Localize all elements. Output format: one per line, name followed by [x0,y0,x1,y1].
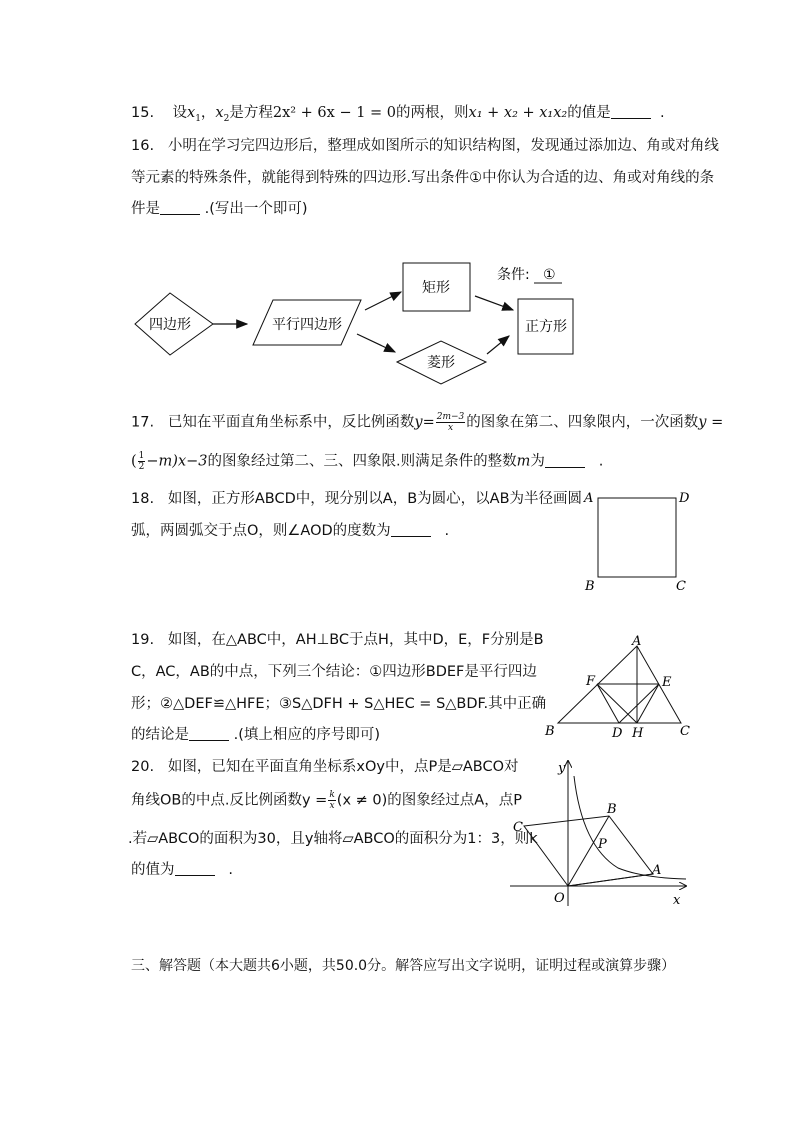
q19-number: 19. [131,632,155,648]
q16-line3: 件是 .(写出一个即可) [131,201,308,217]
q19-line3: 形；②△DEF≌△HFE；③S△DFH + S△HEC = S△BDF.其中正确 [131,696,547,712]
q15-text-a: 设 [172,105,187,121]
q15-equation: 2x² + 6x − 1 = 0 [272,105,397,121]
q20-line1: 20. 如图，已知在平面直角坐标系xOy中，点P是▱ABCO对 [131,759,519,775]
label-C: C [676,579,686,594]
q19-triangle-figure [540,632,700,742]
q17-line2: ( $\frac{1}{2}$ −m)x−3的图象经过第二、三、四象限.则满足条件的整数m为 . [131,451,604,472]
condition-value: ① [543,267,556,283]
node4-label: 菱形 [427,355,455,371]
label-C: C [680,724,690,739]
q15-line: 15. 设$x_1$，$x_2$是方程2x² + 6x − 1 = 0的两根，则x₁ + x₂ + x₁x₂的值是 . [131,105,665,124]
node3-label: 矩形 [422,280,450,296]
q20-line4: 的值为 . [131,862,233,878]
q20-line3: .若▱ABCO的面积为30，且y轴将▱ABCO的面积分为1：3，则k [128,831,538,847]
q18-square-figure [578,486,698,596]
answer-blank [611,104,651,119]
section-three-heading: 三、解答题（本大题共6小题，共50.0分。解答应写出文字说明，证明过程或演算步骤） [131,958,676,974]
label-P: P [598,837,607,852]
label-x: x [673,893,681,908]
q16-number: 16. [131,138,155,154]
q19-line1: 19. 如图，在△ABC中，AH⊥BC于点H，其中D，E，F分别是B [131,632,544,648]
q18-number: 18. [131,491,155,507]
q17-fraction: $\frac{2m-3}{x}$ [436,412,465,433]
label-C: C [513,820,523,835]
label-A: A [632,634,642,649]
label-O: O [554,891,565,906]
label-B: B [585,579,595,594]
label-D: D [612,726,623,741]
q17-line1: 17. 已知在平面直角坐标系中，反比例函数y= $\frac{2m-3}{x}$ 的图象在第二、四象限内，一次函数y = [131,412,724,433]
answer-blank [545,453,585,468]
node1-label: 四边形 [149,317,191,333]
q16-knowledge-diagram [125,258,595,390]
label-D: D [679,491,690,506]
label-E: E [662,675,672,690]
q20-coordinate-figure [508,756,698,911]
q16-line1: 16. 小明在学习完四边形后，整理成如图所示的知识结构图，发现通过添加边、角或对角线 [131,138,719,154]
node2-label: 平行四边形 [272,317,342,333]
label-H: H [632,726,644,741]
q20-fraction: $\frac{k}{x}$ [329,790,335,811]
answer-blank [189,726,229,741]
q20-line2: 角线OB的中点.反比例函数y = $\frac{k}{x}$ (x ≠ 0)的图象经过点A，点P [131,790,522,811]
label-y: y [558,761,566,776]
label-A: A [584,491,594,506]
q16-line2: 等元素的特殊条件，就能得到特殊的四边形.写出条件①中你认为合适的边、角或对角线的条 [131,170,715,186]
node5-label: 正方形 [525,319,567,335]
condition-label: 条件: [497,267,530,283]
answer-blank [391,522,431,537]
q15-expr: x₁ + x₂ + x₁x₂ [468,105,568,121]
answer-blank [175,861,215,876]
q17-number: 17. [131,414,155,431]
q20-number: 20. [131,759,155,775]
q19-line4: 的结论是 .(填上相应的序号即可) [131,727,381,743]
answer-blank [160,200,200,215]
q18-line2: 弧，两圆弧交于点O，则∠AOD的度数为 . [131,523,450,539]
label-F: F [586,674,596,689]
label-B: B [545,724,555,739]
q18-line1: 18. 如图，正方形ABCD中，现分别以A，B为圆心，以AB为半径画圆 [131,491,583,507]
q17-half: $\frac{1}{2}$ [138,451,145,472]
q19-line2: C，AC，AB的中点，下列三个结论：①四边形BDEF是平行四边 [131,664,537,680]
label-B: B [607,802,617,817]
q15-number: 15. [131,105,155,121]
label-A: A [652,863,662,878]
